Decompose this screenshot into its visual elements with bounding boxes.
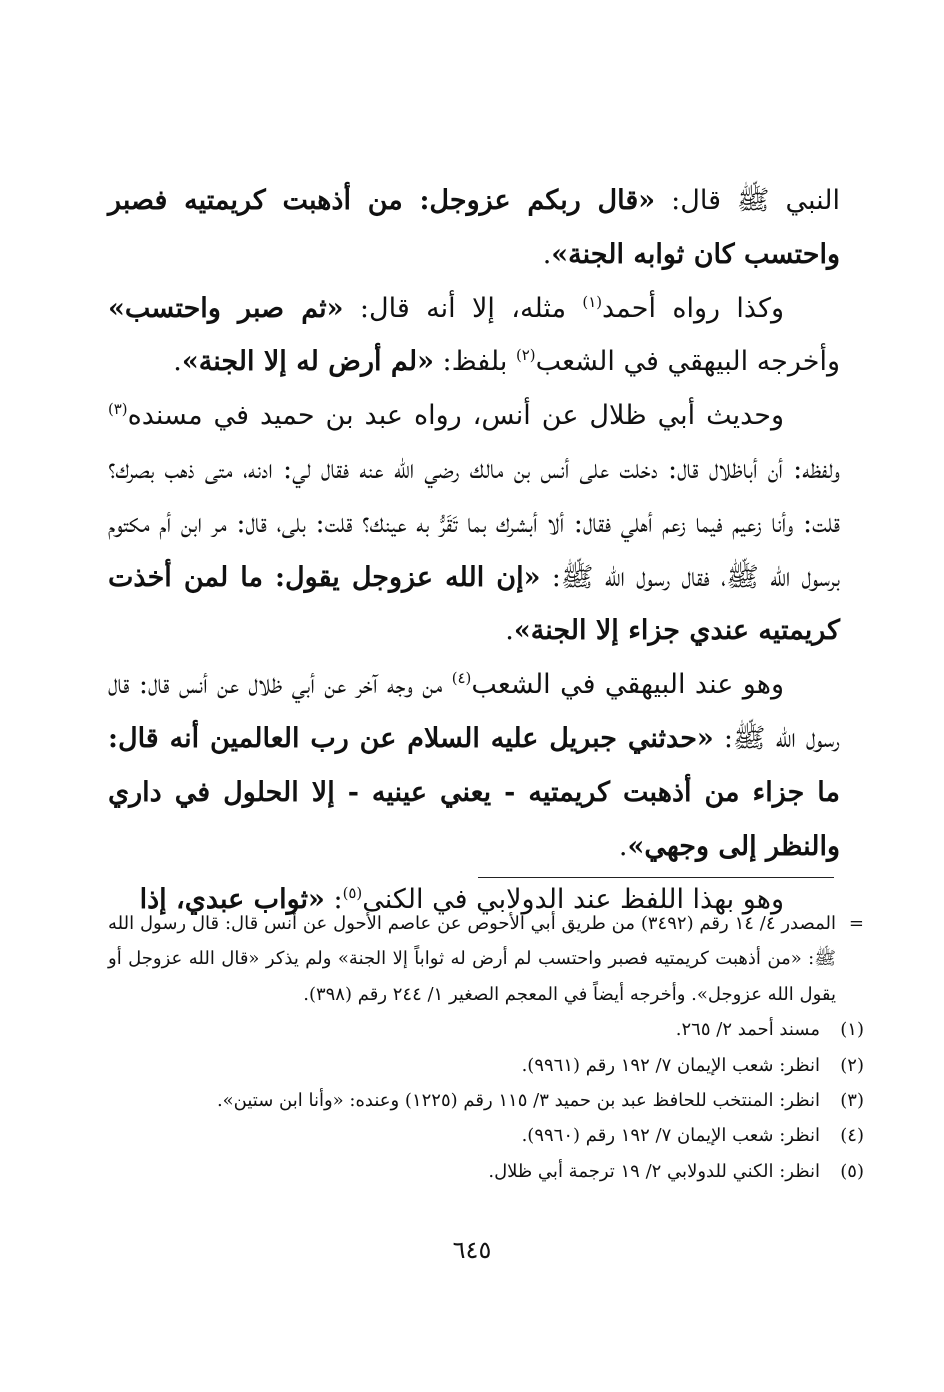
footnote-4 [108,1118,864,1153]
continuation-mark: = [848,913,864,934]
quote: «إن الله عزوجل يقول: ما لمن أخذت كريمتيه عندي جزاء إلا الجنة» [108,561,840,647]
quote: «حدثني جبريل عليه السلام عن رب العالمين أنه قال: ما جزاء من أذهبت كريمتيه - يعني عينيه - إلا الحلول في داري والنظر إلى وجهي» [108,722,840,862]
footnote-number: (٣) [840,1090,864,1112]
footnote-text: انظر: المنتخب للحافظ عبد بن حميد ٣/ ١١٥ رقم (١٢٢٥) وعنده: «وأنا ابن ستين». [216,1090,820,1112]
footnote-text: انظر: شعب الإيمان ٧/ ١٩٢ رقم (٩٩٦١). [521,1054,820,1076]
footnote-ref-4[interactable]: (٤) [451,669,472,688]
footnote-5 [108,1154,864,1189]
footnote-number: (٢) [840,1054,864,1076]
footnote-separator [478,877,834,878]
quote: «ثواب عبدي، إذا [139,884,325,916]
paragraph-4: وهو عند البيهقي في الشعب$^{(٤)}$ من وجه آخر عن أبي ظلال عن أنس قال: قال رسول الله ﷺ: «حدثني جبريل عليه السلام عن رب العالمين أنه قال: ما جزاء من أذهبت كريمتيه - يعني عينيه - إلا الحلول في داري والنظر إلى وجهي». [108,669,840,862]
footnote-number: (٥) [840,1160,864,1182]
continuation-text: المصدر ٤/ ١٤ رقم (٣٤٩٢) من طريق أبي الأحوص عن عاصم الأحول عن أنس قال: قال رسول الله ﷺ: «من أذهبت كريمتيه فصبر واحتسب لم أرض له ثواباً إلا الجنة» ولم يذكر «قال الله عزوجل أو يقول الله عزوجل». وأخرجه أيضاً في المعجم الصغير ١/ ٢٤٤ رقم (٣٩٨). [108,913,836,1005]
footnote-text: انظر: شعب الإيمان ٧/ ١٩٢ رقم (٩٩٦٠). [521,1125,820,1147]
footnote-ref-3[interactable]: (٣) [108,400,128,419]
footnote-continuation [108,906,864,1012]
quote: «ثم صبر واحتسب» [108,292,344,324]
main-text [108,174,840,927]
page-number: ٦٤٥ [452,1236,492,1264]
footnote-ref-1[interactable]: (١) [582,292,602,311]
paragraph-2: وكذا رواه أحمد$^{(١)}$ مثله، إلا أنه قال: «ثم صبر واحتسب» وأخرجه البيهقي في الشعب$^{(٢)}$ بلفظ: «لم أرض له إلا الجنة». [108,292,840,378]
footnote-text: انظر: الكني للدولابي ٢/ ١٩ ترجمة أبي ظلال. [488,1160,820,1182]
quote: «قال ربكم عزوجل: من أذهبت كريمتيه فصبر واحتسب كان ثوابه الجنة» [108,185,840,270]
footnote-2 [108,1048,864,1083]
footnote-number: (٤) [840,1125,864,1147]
footnote-1 [108,1012,864,1047]
quote: «لم أرض له إلا الجنة» [181,346,434,378]
paragraph-1: النبي ﷺ قال: «قال ربكم عزوجل: من أذهبت كريمتيه فصبر واحتسب كان ثوابه الجنة». [108,185,840,270]
footnote-ref-5[interactable]: (٥) [342,884,363,903]
footnote-text: مسند أحمد ٢/ ٢٦٥. [675,1019,820,1041]
footnote-ref-2[interactable]: (٢) [515,346,536,365]
paragraph-5: وهو بهذا اللفظ عند الدولابي في الكنى$^{(٥)}$: «ثواب عبدي، إذا [139,884,784,916]
footnote-3 [108,1083,864,1118]
paragraph-3: وحديث أبي ظلال عن أنس، رواه عبد بن حميد في مسنده$^{(٣)}$ ولفظه: أن أباظلال قال: دخلت على أنس بن مالك رضي الله عنه فقال لي: ادنه، متى ذهب بصرك؟ قلت: وأنا زعيم فيما زعم أهلي فقال: ألا أبشرك بما تَقَرُّ به عينك؟ قلت: بلى، قال: مر ابن أم مكتوم برسول الله ﷺ، فقال رسول الله ﷺ: «إن الله عزوجل يقول: ما لمن أخذت كريمتيه عندي جزاء إلا الجنة». [108,400,840,647]
footnotes [108,906,864,1189]
footnote-number: (١) [840,1019,864,1041]
